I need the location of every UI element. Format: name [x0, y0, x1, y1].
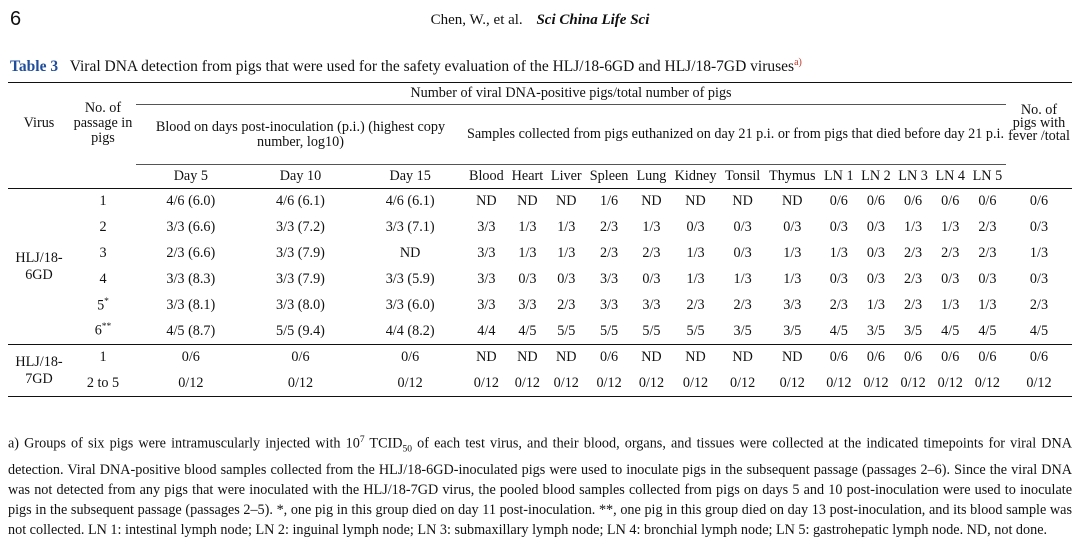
cell-sample-value: 0/12 — [900, 374, 926, 391]
cell-sample-value: 1/3 — [733, 271, 752, 288]
cell-sample-value: 0/3 — [866, 245, 886, 262]
cell-day-value: 0/12 — [287, 374, 314, 391]
cell-sample-value: ND — [721, 345, 764, 371]
cell-passage: 6** — [94, 322, 112, 340]
cell-sample-value: 3/3 — [477, 219, 496, 236]
subheader-sample: Tonsil — [724, 168, 761, 185]
cell-day-value: 3/3 (7.2) — [276, 219, 325, 236]
table-row — [8, 215, 1072, 241]
cell-sample-value: ND — [517, 193, 538, 210]
table-caption — [10, 57, 802, 76]
cell-sample-value: 4/4 — [477, 322, 496, 339]
header-passage: No. of passage in pigs — [73, 100, 133, 147]
cell-day-value: ND — [399, 245, 421, 262]
cell-passage: 1 — [99, 193, 107, 210]
cell-sample-value: ND — [641, 193, 662, 210]
cell-sample-value: 2/3 — [642, 245, 661, 262]
subheader-sample: LN 2 — [861, 168, 891, 185]
subheader-sample: Spleen — [589, 168, 629, 185]
cell-sample-value: 5/5 — [557, 322, 576, 339]
cell-sample-value: 0/12 — [826, 374, 852, 391]
cell-sample-value: 0/3 — [686, 219, 705, 236]
cell-sample-value: 0/6 — [969, 345, 1006, 371]
table-row — [8, 189, 1072, 215]
cell-sample-value: 1/3 — [518, 219, 537, 236]
subheader-day: Day 5 — [173, 168, 208, 185]
table-row — [8, 345, 1072, 371]
cell-sample-value: 0/3 — [829, 271, 848, 288]
cell-passage: 1 — [70, 345, 136, 371]
table-body — [8, 189, 1072, 397]
table-label: Table 3 — [10, 58, 59, 76]
table-row — [8, 319, 1072, 345]
cell-day-value: 4/6 (6.1) — [276, 193, 325, 210]
subheader-sample: LN 3 — [898, 168, 928, 185]
table-row — [8, 267, 1072, 293]
subheader-sample: Blood — [469, 168, 504, 185]
cell-sample-value: ND — [782, 193, 803, 210]
cell-day-value: 3/3 (7.9) — [276, 271, 325, 288]
cell-fever: 0/6 — [1029, 193, 1049, 210]
cell-sample-value: 0/6 — [904, 193, 923, 210]
cell-sample-value: 0/12 — [553, 374, 579, 391]
cell-sample-value: 3/5 — [733, 322, 752, 339]
header-spanning: Number of viral DNA-positive pigs/total number of pigs — [136, 83, 1006, 105]
cell-sample-value: 2/3 — [733, 297, 752, 314]
header-virus: Virus — [23, 115, 55, 132]
subheader-row — [8, 165, 1072, 189]
cell-sample-value: 0/6 — [978, 193, 997, 210]
cell-fever: 0/3 — [1029, 219, 1049, 236]
cell-sample-value: 2/3 — [904, 297, 923, 314]
cell-day-value: 3/3 (6.0) — [385, 297, 435, 314]
cell-sample-value: 2/3 — [600, 219, 619, 236]
cell-sample-value: 3/3 — [600, 271, 619, 288]
cell-sample-value: 3/5 — [783, 322, 802, 339]
subheader-sample: Heart — [511, 168, 544, 185]
cell-sample-value: 2/3 — [686, 297, 705, 314]
cell-sample-value: 1/3 — [783, 271, 802, 288]
cell-sample-value: 5/5 — [600, 322, 619, 339]
passage-mark: * — [104, 296, 109, 307]
cell-fever: 1/3 — [1029, 245, 1049, 262]
cell-sample-value: ND — [476, 193, 497, 210]
cell-sample-value: 0/12 — [937, 374, 963, 391]
cell-sample-value: 0/3 — [518, 271, 537, 288]
cell-sample-value: 0/12 — [514, 374, 541, 391]
cell-sample-value: 0/12 — [863, 374, 889, 391]
cell-sample-value: 3/3 — [477, 245, 496, 262]
header-blood-days: Blood on days post-inoculation (p.i.) (highest copy number, log10) — [136, 105, 465, 165]
cell-sample-value: 1/3 — [642, 219, 661, 236]
cell-sample-value: 0/6 — [866, 193, 886, 210]
cell-sample-value: 0/3 — [941, 271, 960, 288]
cell-sample-value: 2/3 — [829, 297, 848, 314]
cell-day-value: 3/3 (8.1) — [166, 297, 216, 314]
cell-passage: 2 — [99, 219, 107, 236]
subheader-sample: LN 4 — [935, 168, 965, 185]
cell-day-value: 2/3 (6.6) — [166, 245, 216, 262]
cell-sample-value: 0/3 — [783, 219, 802, 236]
cell-sample-value: ND — [547, 345, 585, 371]
cell-sample-value: 4/5 — [978, 322, 997, 339]
cell-day-value: 3/3 (6.6) — [166, 219, 216, 236]
cell-day-value: 5/5 (9.4) — [276, 322, 325, 339]
cell-sample-value: 3/5 — [904, 322, 923, 339]
cell-sample-value: 0/12 — [682, 374, 709, 391]
cell-fever: 0/6 — [1006, 345, 1072, 371]
table-row — [8, 371, 1072, 397]
cell-sample-value: 5/5 — [642, 322, 661, 339]
cell-virus: HLJ/18-6GD — [15, 250, 63, 283]
cell-day-value: 0/12 — [178, 374, 204, 391]
cell-day-value: 4/6 (6.0) — [166, 193, 216, 210]
cell-sample-value: 3/5 — [866, 322, 886, 339]
cell-sample-value: 0/3 — [978, 271, 997, 288]
cell-sample-value: ND — [732, 193, 753, 210]
cell-sample-value: 0/6 — [932, 345, 969, 371]
table-note-marker: a) — [794, 57, 802, 68]
cell-sample-value: 2/3 — [941, 245, 960, 262]
cell-fever: 2/3 — [1029, 297, 1049, 314]
cell-sample-value: 0/3 — [733, 245, 752, 262]
cell-day-value: 0/12 — [397, 374, 423, 391]
cell-sample-value: 1/6 — [600, 193, 619, 210]
cell-day-value: 3/3 (5.9) — [385, 271, 435, 288]
running-head — [0, 12, 1080, 29]
cell-day-value: 0/6 — [136, 345, 246, 371]
cell-sample-value: 3/3 — [477, 297, 496, 314]
cell-day-value: 3/3 (7.9) — [276, 245, 325, 262]
cell-sample-value: ND — [633, 345, 671, 371]
table-row — [8, 241, 1072, 267]
cell-sample-value: 0/6 — [586, 345, 633, 371]
cell-sample-value: ND — [465, 345, 508, 371]
subheader-day: Day 15 — [389, 168, 431, 185]
cell-sample-value: 2/3 — [557, 297, 576, 314]
table-caption-text: Viral DNA detection from pigs that were used for the safety evaluation of the HLJ/18-6GD and HLJ/18-7GD viruses — [69, 58, 795, 76]
cell-sample-value: 0/6 — [829, 193, 848, 210]
header-fever: No. of pigs with fever /total — [1008, 101, 1070, 145]
cell-sample-value: 1/3 — [904, 219, 923, 236]
data-table — [8, 82, 1072, 397]
cell-passage: 5* — [97, 296, 109, 314]
cell-sample-value: 0/12 — [638, 374, 665, 391]
cell-day-value: 3/3 (8.3) — [166, 271, 216, 288]
cell-day-value: 4/5 (8.7) — [166, 322, 216, 339]
cell-sample-value: 1/3 — [518, 245, 537, 262]
cell-sample-value: 4/5 — [941, 322, 960, 339]
cell-passage: 3 — [99, 245, 107, 262]
cell-sample-value: 2/3 — [978, 219, 997, 236]
cell-sample-value: 1/3 — [783, 245, 802, 262]
cell-sample-value: 2/3 — [904, 245, 923, 262]
cell-sample-value: ND — [670, 345, 721, 371]
cell-sample-value: 0/3 — [866, 271, 886, 288]
cell-sample-value: 0/12 — [974, 374, 1001, 391]
subheader-sample: LN 5 — [972, 168, 1003, 185]
cell-sample-value: 0/3 — [733, 219, 752, 236]
cell-sample-value: 0/12 — [596, 374, 622, 391]
cell-sample-value: 0/3 — [642, 271, 661, 288]
subheader-day: Day 10 — [279, 168, 322, 185]
cell-sample-value: ND — [556, 193, 577, 210]
cell-sample-value: 3/3 — [600, 297, 619, 314]
subheader-sample: Thymus — [769, 168, 816, 185]
running-head-authors: Chen, W., et al. — [430, 12, 523, 28]
cell-sample-value: 1/3 — [557, 219, 576, 236]
cell-sample-value: 0/3 — [829, 219, 848, 236]
table-footnote: a) Groups of six pigs were intramuscularly injected with $10^7$ $TCID_{50}$ of each test virus, and their blood, organs, and tissues were collected at the indicated timepoints for viral DNA detection. Viral DNA-positive blood samples collected from the HLJ/18-6GD-inoculated pigs were used to inoculate pigs in the subsequent passage (passages 2–6). Since the viral DNA was not detected from any pigs that were inoculated with the HLJ/18-7GD virus, the pooled blood samples collected from pigs on days 5 and 10 post-inoculation were used to inoculate pigs in the subsequent passage (passages 2–5). *, one pig in this group died on day 11 post-inoculation. **, one pig in this group died on day 13 post-inoculation, and its blood sample was not collected. LN 1: intestinal lymph node; LN 2: inguinal lymph node; LN 3: submaxillary lymph node; LN 4: bronchial lymph node; LN 5: gastrohepatic lymph node. ND, not done. — [8, 435, 1072, 538]
cell-sample-value: 0/3 — [866, 219, 886, 236]
cell-sample-value: 5/5 — [686, 322, 705, 339]
cell-sample-value: 1/3 — [978, 297, 997, 314]
cell-virus: HLJ/18-7GD — [8, 345, 70, 397]
cell-day-value: 3/3 (8.0) — [276, 297, 325, 314]
cell-day-value: 0/6 — [355, 345, 465, 371]
cell-sample-value: 1/3 — [557, 245, 576, 262]
cell-sample-value: 0/6 — [941, 193, 960, 210]
cell-day-value: 4/4 (8.2) — [385, 322, 435, 339]
cell-sample-value: 0/6 — [857, 345, 894, 371]
cell-fever: 4/5 — [1029, 322, 1049, 339]
cell-sample-value: 0/6 — [895, 345, 932, 371]
cell-sample-value: 3/3 — [518, 297, 537, 314]
cell-sample-value: 3/3 — [642, 297, 661, 314]
cell-sample-value: 0/12 — [473, 374, 499, 391]
cell-fever: 0/12 — [1026, 374, 1052, 391]
cell-day-value: 3/3 (7.1) — [385, 219, 435, 236]
subheader-sample: Liver — [550, 168, 582, 185]
cell-sample-value: 1/3 — [941, 219, 960, 236]
cell-sample-value: 1/3 — [829, 245, 848, 262]
page-number: 6 — [10, 8, 22, 30]
cell-fever: 0/3 — [1029, 271, 1049, 288]
running-head-journal: Sci China Life Sci — [536, 12, 650, 28]
cell-sample-value: 2/3 — [600, 245, 619, 262]
cell-sample-value: 3/3 — [783, 297, 802, 314]
cell-sample-value: 0/6 — [820, 345, 857, 371]
subheader-sample: LN 1 — [824, 168, 854, 185]
cell-sample-value: 0/12 — [729, 374, 756, 391]
cell-sample-value: 2/3 — [904, 271, 923, 288]
cell-sample-value: 1/3 — [686, 245, 705, 262]
cell-sample-value: 1/3 — [941, 297, 960, 314]
cell-sample-value: ND — [764, 345, 820, 371]
table-row — [8, 293, 1072, 319]
passage-mark: ** — [101, 322, 112, 333]
cell-sample-value: 1/3 — [866, 297, 886, 314]
cell-passage: 4 — [99, 271, 107, 288]
cell-sample-value: 4/5 — [829, 322, 848, 339]
cell-sample-value: 1/3 — [686, 271, 705, 288]
subheader-sample: Kidney — [674, 168, 717, 185]
cell-sample-value: ND — [508, 345, 547, 371]
cell-sample-value: 0/3 — [557, 271, 576, 288]
cell-sample-value: 0/12 — [779, 374, 805, 391]
subheader-sample: Lung — [636, 168, 667, 185]
cell-sample-value: 3/3 — [477, 271, 496, 288]
cell-sample-value: ND — [685, 193, 706, 210]
header-samples: Samples collected from pigs euthanized on day 21 p.i. or from pigs that died before day 21 p.i. — [465, 105, 1006, 165]
cell-day-value: 0/6 — [246, 345, 356, 371]
cell-sample-value: 2/3 — [978, 245, 997, 262]
cell-sample-value: 4/5 — [518, 322, 537, 339]
cell-day-value: 4/6 (6.1) — [385, 193, 435, 210]
cell-passage: 2 to 5 — [86, 374, 120, 391]
